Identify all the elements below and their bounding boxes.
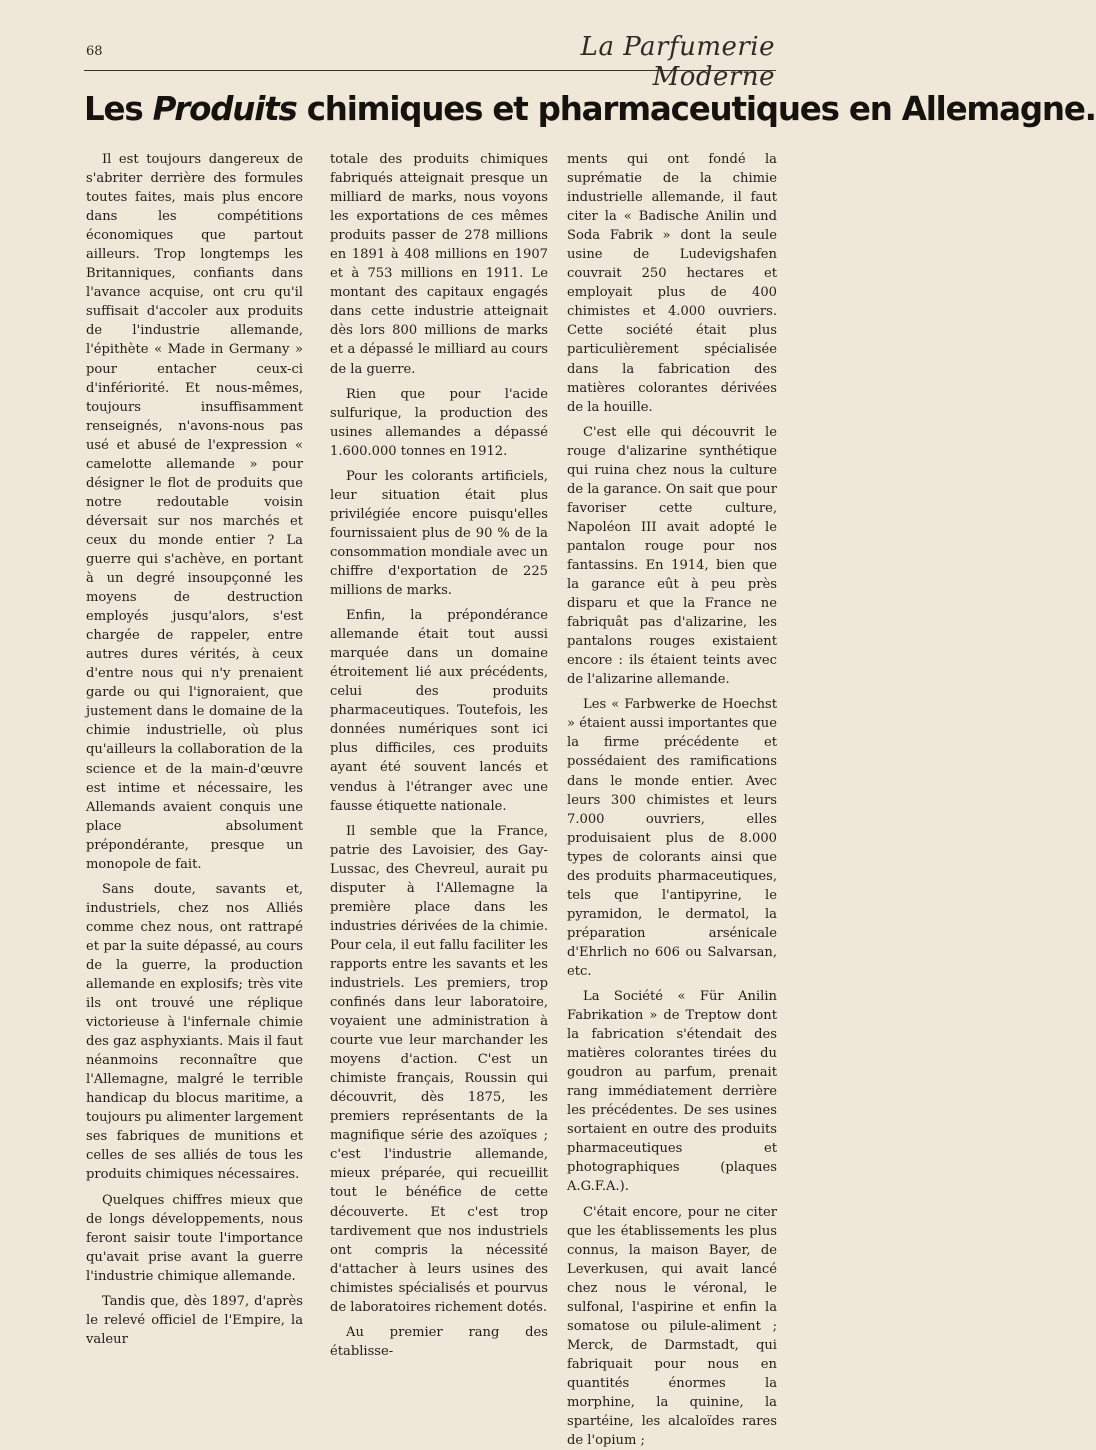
- paragraph: La Société « Für Anilin Fabrikation » de Treptow dont la fabrication s'étendait des matières colorantes tirées du goudron au parfum, prenait rang immédiatement derrière les précédentes. De ses usines sortaient en outre des produits pharmaceutiques et photographiques (plaques A.G.F.A.).: [567, 989, 777, 1195]
- headline-part-2: Produits: [152, 90, 297, 128]
- headline-part-1: Les: [84, 90, 153, 128]
- article-headline: [84, 90, 1096, 128]
- paragraph: Quelques chiffres mieux que de longs développements, nous feront saisir toute l'importance qu'avait prise avant la guerre l'industrie chimique allemande.: [86, 1192, 303, 1284]
- paragraph: Enfin, la prépondérance allemande était tout aussi marquée dans un domaine étroitement lié aux précédents, celui des produits pharmaceutiques. Toutefois, les données numériques sont ici plus difficiles, ces produits ayant été souvent lancés et vendus à l'étranger avec une fausse étiquette nationale.: [330, 608, 548, 814]
- paragraph: C'est elle qui découvrit le rouge d'alizarine synthétique qui ruina chez nous la culture de la garance. On sait que pour favoriser cette culture, Napoléon III avait adopté le pantalon rouge pour nos fantassins. En 1914, bien que la garance eût à peu près disparu et que la France ne fabriquât pas d'alizarine, les pantalons rouges existaient encore : ils étaient teints avec de l'alizarine allemande.: [567, 424, 777, 688]
- paragraph: Sans doute, savants et, industriels, chez nos Alliés comme chez nous, ont rattrapé et par la suite dépassé, au cours de la guerre, la production allemande en explosifs; très vite ils ont trouvé une réplique victorieuse à l'infernale chimie des gaz asphyxiants. Mais il faut néanmoins reconnaître que l'Allemagne, malgré le terrible handicap du blocus maritime, a toujours pu alimenter largement ses fabriques de munitions et celles de ses alliés de tous les produits chimiques nécessaires.: [86, 881, 303, 1183]
- page-number: 68: [86, 44, 103, 59]
- article-column-1: [86, 150, 303, 1347]
- article-column-3: [567, 150, 777, 1449]
- paragraph: Au premier rang des établisse-: [330, 1324, 548, 1359]
- paragraph: Les « Farbwerke de Hoechst » étaient aussi importantes que la firme précédente et possédaient des ramifications dans le monde entier. Avec leurs 300 chimistes et leurs 7.000 ouvriers, elles produisaient plus de 8.000 types de colorants ainsi que des produits pharmaceutiques, tels que l'antipyrine, le pyramidon, le dermatol, la préparation arsénicale d'Ehrlich no 606 ou Salvarsan, etc.: [567, 697, 777, 979]
- header-rule: [84, 70, 776, 71]
- paragraph-continued: ments qui ont fondé la suprématie de la chimie industrielle allemande, il faut citer la « Badische Anilin und Soda Fabrik » dont la seule usine de Ludevigshafen couvrait 250 hectares et employait plus de 400 chimistes et 4.000 ouvriers. Cette société était plus particulièrement spécialisée dans la fabrication des matières colorantes dérivées de la houille.: [567, 152, 777, 415]
- headline-part-3: chimiques et pharmaceutiques en Allemagne.: [296, 90, 1096, 128]
- paragraph: Il semble que la France, patrie des Lavoisier, des Gay-Lussac, des Chevreul, aurait pu disputer à l'Allemagne la première place dans les industries dérivées de la chimie. Pour cela, il eut fallu faciliter les rapports entre les savants et les industriels. Les premiers, trop confinés dans leur laboratoire, voyaient une administration à courte vue leur marchander les moyens d'action. C'est un chimiste français, Roussin qui découvrit, dès 1875, les premiers représentants de la magnifique série des azoïques ; c'est l'industrie allemande, mieux préparée, qui recueillit tout le bénéfice de cette découverte. Et c'est trop tardivement que nos industriels ont compris la nécessité d'attacher à leurs usines des chimistes spécialisés et pourvus de laboratoires richement dotés.: [330, 823, 548, 1315]
- paragraph-continued: totale des produits chimiques fabriqués atteignait presque un milliard de marks, nous voyons les exportations de ces mêmes produits passer de 278 millions en 1891 à 408 millions en 1907 et à 753 millions en 1911. Le montant des capitaux engagés dans cette industrie atteignait dès lors 800 millions de marks et a dépassé le milliard au cours de la guerre.: [330, 152, 548, 377]
- masthead-title: La Parfumerie Moderne: [580, 32, 775, 92]
- paragraph: Pour les colorants artificiels, leur situation était plus privilégiée encore puisqu'elles fournissaient plus de 90 % de la consommation mondiale avec un chiffre d'exportation de 225 millions de marks.: [330, 468, 548, 599]
- paragraph: C'était encore, pour ne citer que les établissements les plus connus, la maison Bayer, de Leverkusen, qui avait lancé chez nous le véronal, le sulfonal, l'aspirine et enfin la somatose ou pilule-aliment ; Merck, de Darmstadt, qui fabriquait pour nous en quantités énormes la morphine, la quinine, la spartéine, les alcaloïdes rares de l'opium ;: [567, 1204, 777, 1449]
- paragraph: Il est toujours dangereux de s'abriter derrière des formules toutes faites, mais plus encore dans les compétitions économiques que partout ailleurs. Trop longtemps les Britanniques, confiants dans l'avance acquise, ont cru qu'il suffisait d'accoler aux produits de l'industrie allemande, l'épithète « Made in Germany » pour entacher ceux-ci d'infériorité. Et nous-mêmes, toujours insuffisamment renseignés, n'avons-nous pas usé et abusé de l'expression « camelotte allemande » pour désigner le flot de produits que notre redoutable voisin déversait sur nos marchés et ceux du monde entier ? La guerre qui s'achève, en portant à un degré insoupçonné les moyens de destruction employés jusqu'alors, s'est chargée de rappeler, entre autres dures vérités, à ceux d'entre nous qui n'y prenaient garde ou qui l'ignoraient, que justement dans le domaine de la chimie industrielle, où plus qu'ailleurs la collaboration de la science et de la main-d'œuvre est intime et nécessaire, les Allemands avaient conquis une place absolument prépondérante, presque un monopole de fait.: [86, 152, 303, 872]
- paragraph: Rien que pour l'acide sulfurique, la production des usines allemandes a dépassé 1.600.000 tonnes en 1912.: [330, 386, 548, 459]
- article-column-2: [330, 150, 548, 1359]
- paragraph: Tandis que, dès 1897, d'après le relevé officiel de l'Empire, la valeur: [86, 1293, 303, 1347]
